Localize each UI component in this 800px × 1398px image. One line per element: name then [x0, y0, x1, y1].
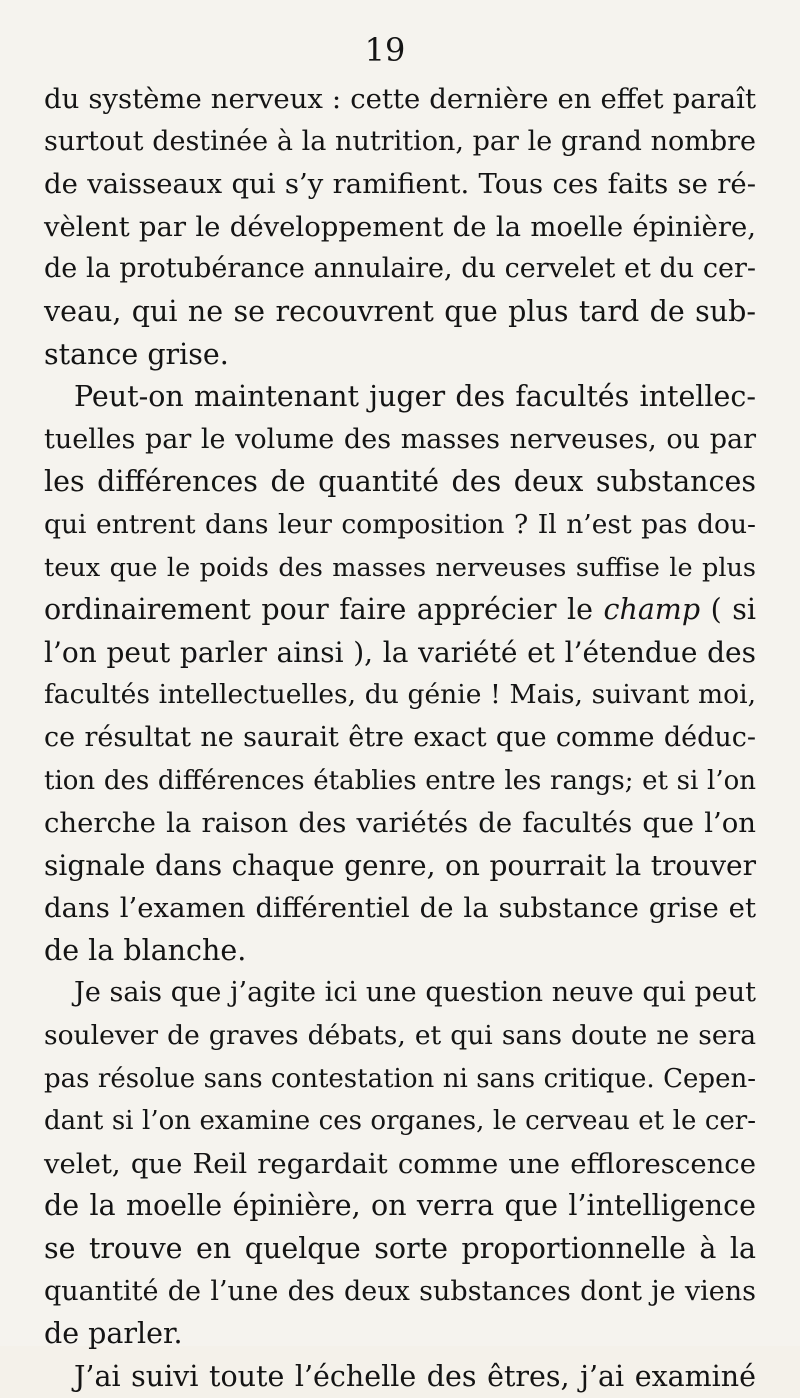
text-line: pas résolue sans contestation ni sans critique. Cepen-	[44, 1063, 756, 1094]
text-line: tuelles par le volume des masses nerveuses, ou par	[44, 423, 756, 455]
body-text	[44, 78, 756, 1398]
text-line: l’on peut parler ainsi ), la variété et l’étendue des	[44, 635, 756, 669]
text-line: dant si l’on examine ces organes, le cerveau et le cer-	[44, 1106, 756, 1137]
text-line: vèlent par le développement de la moelle épinière,	[44, 210, 756, 243]
page-number: 19	[364, 31, 406, 69]
text-line-segment: ( si	[700, 593, 756, 627]
text-line: de la moelle épinière, on verra que l’intelligence	[44, 1189, 756, 1223]
text-line: qui entrent dans leur composition ? Il n’est pas dou-	[44, 508, 756, 540]
text-line: facultés intellectuelles, du génie ! Mais, suivant moi,	[44, 679, 756, 711]
text-line: Peut-on maintenant juger des facultés intellec-	[74, 380, 756, 414]
text-line: de la protubérance annulaire, du cervelet et du cer-	[44, 253, 756, 285]
text-line: teux que le poids des masses nerveuses suffise le plus	[44, 552, 756, 583]
text-line: signale dans chaque genre, on pourrait la trouver	[44, 848, 756, 882]
text-line: soulever de graves débats, et qui sans doute ne sera	[44, 1020, 756, 1052]
text-line: de vaisseaux qui s’y ramifient. Tous ces faits se ré-	[44, 168, 756, 201]
text-line: surtout destinée à la nutrition, par le grand nombre	[44, 125, 756, 157]
text-line: cherche la raison des variétés de facultés que l’on	[44, 807, 756, 840]
text-line: ce résultat ne saurait être exact que comme déduc-	[44, 721, 756, 753]
emphasized-word: champ	[603, 593, 701, 627]
text-line: velet, que Reil regardait comme une efflorescence	[44, 1147, 756, 1180]
text-line	[44, 589, 756, 632]
text-line: du système nerveux : cette dernière en effet paraît	[44, 83, 756, 115]
text-line: J’ai suivi toute l’échelle des êtres, j’ai examiné	[74, 1359, 756, 1393]
text-line: se trouve en quelque sorte proportionnelle à la	[44, 1232, 756, 1266]
text-line: tion des différences établies entre les rangs; et si l’on	[44, 765, 756, 796]
text-line: quantité de l’une des deux substances dont je viens	[44, 1275, 756, 1307]
text-line: veau, qui ne se recouvrent que plus tard de sub-	[44, 294, 756, 328]
text-line: dans l’examen différentiel de la substance grise et	[44, 892, 756, 925]
text-line-segment: ordinairement pour faire apprécier le	[44, 593, 604, 627]
text-line: Je sais que j’agite ici une question neuve qui peut	[74, 977, 756, 1009]
text-line: stance grise.	[44, 337, 229, 371]
text-line: de la blanche.	[44, 933, 247, 967]
text-line: de parler.	[44, 1317, 183, 1351]
text-line: les différences de quantité des deux substances	[44, 465, 756, 499]
